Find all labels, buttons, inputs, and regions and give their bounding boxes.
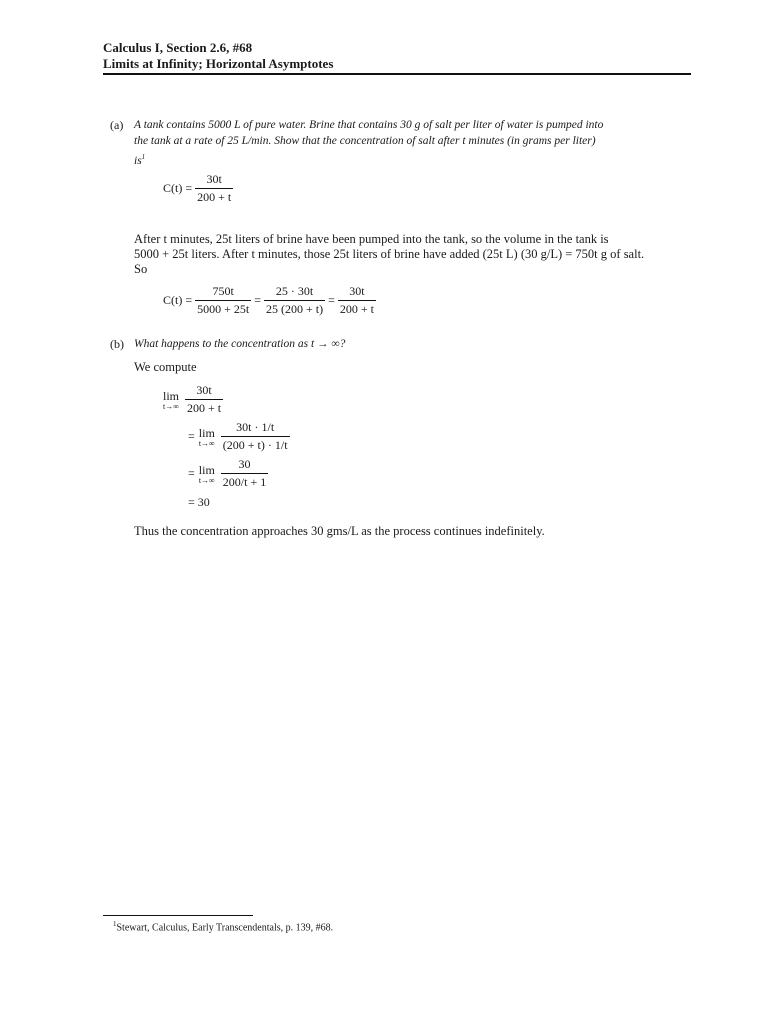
compute-intro: We compute xyxy=(134,360,197,374)
part-a-statement-line-3: $is^1$ xyxy=(134,153,146,167)
limit-operator: lim t→∞ xyxy=(163,388,180,411)
footnote-marker: 1 xyxy=(141,153,146,161)
formula-lhs: C(t) = xyxy=(163,181,193,195)
limit-step-1: lim t→∞ $\frac{30t}{200 + t}$ xyxy=(163,383,222,415)
derivation-fraction-1: $\frac{750t}{5000 + 25t}$ xyxy=(197,284,250,316)
header-topic: Limits at Infinity; Horizontal Asymptotes xyxy=(103,56,334,71)
part-a-explanation-line-3: So xyxy=(134,262,148,276)
limit-operator: lim t→∞ xyxy=(198,425,215,448)
part-a-explanation-line-1: After t minutes, 25t liters of brine have been pumped into the tank, so the volume in the tank is xyxy=(134,232,609,246)
limit-step-3: = lim t→∞ $\frac{30}{200/t + 1}$ xyxy=(188,457,267,489)
part-a-statement-line-1: A tank contains 5000 L of pure water. Brine that contains 30 g of salt per liter of water is pumped into xyxy=(134,119,604,131)
header-rule xyxy=(103,73,691,75)
derivation-fraction-2: $\frac{25 \cdot 30t}{25 (200 + t)}$ xyxy=(266,284,324,316)
part-a-statement-line-2: the tank at a rate of 25 L/min. Show that the concentration of salt after t minutes (in grams per liter) xyxy=(134,135,596,147)
limit-step-2: = lim t→∞ $\frac{30t \cdot 1/t}{(200 + t) \cdot 1/t}$ xyxy=(188,420,288,452)
part-b-statement: What happens to the concentration as t → ∞? xyxy=(134,338,346,350)
formula-fraction: $\frac{30t}{200 + t}$ xyxy=(197,172,232,204)
page-header xyxy=(103,40,691,75)
footnote: $^1$Stewart, Calculus, Early Transcendentals, p. 139, #68. xyxy=(113,920,334,934)
conclusion: Thus the concentration approaches 30 gms/L as the process continues indefinitely. xyxy=(134,524,545,538)
part-a-label: (a) xyxy=(110,118,124,132)
part-a-explanation-line-2: 5000 + 25t liters. After t minutes, those 25t liters of brine have added (25t L) (30 g/L) = 750t g of salt. xyxy=(134,247,645,261)
header-course: Calculus I, Section 2.6, #68 xyxy=(103,40,253,55)
concentration-derivation: C(t) = $\frac{750t}{5000 + 25t}$ = $\frac{25 \cdot 30t}{25 (200 + t)}$ = $\frac{30t}{200 + t}$ xyxy=(163,284,374,316)
concentration-formula xyxy=(163,172,236,205)
part-b-label: (b) xyxy=(110,337,124,351)
derivation-fraction-3: $\frac{30t}{200 + t}$ xyxy=(339,284,374,316)
footnote-rule xyxy=(103,915,253,916)
limit-operator: lim t→∞ xyxy=(198,462,215,485)
limit-result: = 30 xyxy=(188,495,210,509)
